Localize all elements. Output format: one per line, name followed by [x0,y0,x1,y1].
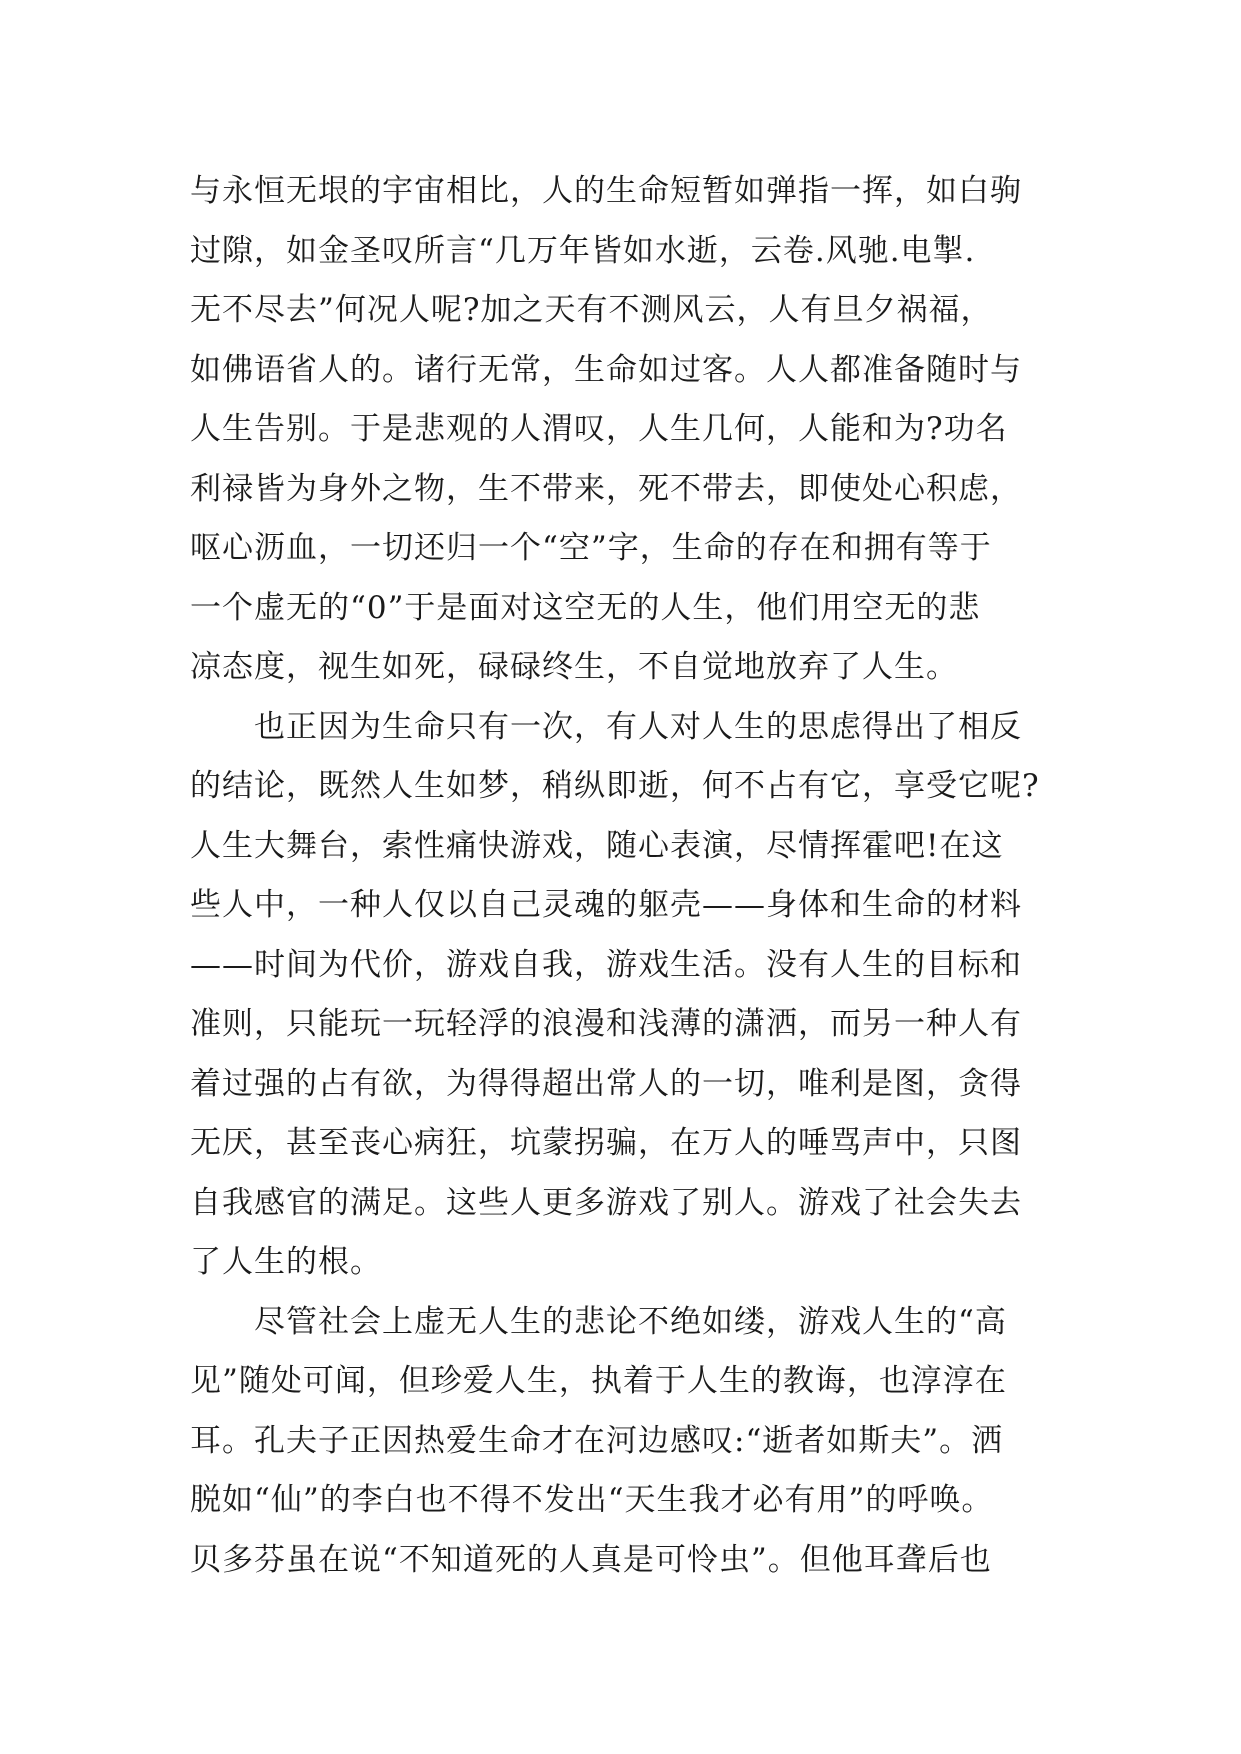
text-line: 耳。孔夫子正因热爱生命才在河边感叹:“逝者如斯夫”。洒 [190,1422,1004,1459]
text-line: 与永恒无垠的宇宙相比，人的生命短暂如弹指一挥，如白驹 [190,173,1022,209]
text-line: 人生告别。于是悲观的人渭叹，人生几何，人能和为?功名 [190,411,1008,447]
text-line: 了人生的根。 [190,1244,382,1280]
text-line: 着过强的占有欲，为得得超出常人的一切，唯利是图，贪得 [190,1065,1022,1102]
text-line: 无厌，甚至丧心病狂，坑蒙拐骗，在万人的唾骂声中，只图 [190,1125,1022,1161]
paragraph-start-line: 尽管社会上虚无人生的悲论不绝如缕，游戏人生的“高 [254,1303,1007,1340]
text-line: 一个虚无的“0”于是面对这空无的人生，他们用空无的悲 [190,589,981,626]
text-line: 脱如“仙”的李白也不得不发出“天生我才必有用”的呼唤。 [190,1482,994,1518]
text-line: 人生大舞台，索性痛快游戏，随心表演，尽情挥霍吧!在这 [190,827,1004,864]
text-line: 自我感官的满足。这些人更多游戏了别人。游戏了社会失去 [190,1184,1022,1221]
text-line: 凉态度，视生如死，碌碌终生，不自觉地放弃了人生。 [190,649,958,685]
text-line: 的结论，既然人生如梦，稍纵即逝，何不占有它，享受它呢? [190,768,1040,804]
text-line: 贝多芬虽在说“不知道死的人真是可怜虫”。但他耳聋后也 [190,1541,992,1578]
body-text [190,162,1070,1590]
text-line: 过隙，如金圣叹所言“几万年皆如水逝，云卷.风驰.电掣. [190,232,976,269]
text-line: 见”随处可闻，但珍爱人生，执着于人生的教诲，也淳淳在 [190,1363,1007,1399]
text-line: 准则，只能玩一玩轻浮的浪漫和浅薄的潇洒，而另一种人有 [190,1006,1022,1042]
text-line: ——时间为代价，游戏自我，游戏生活。没有人生的目标和 [190,946,1022,983]
paragraph-start-line: 也正因为生命只有一次，有人对人生的思虑得出了相反 [254,708,1022,745]
text-line: 无不尽去”何况人呢?加之天有不测风云，人有旦夕祸福， [190,292,993,328]
text-line: 如佛语省人的。诸行无常，生命如过客。人人都准备随时与 [190,351,1022,388]
text-line: 些人中，一种人仅以自己灵魂的躯壳——身体和生命的材料 [190,887,1022,923]
text-line: 呕心沥血，一切还归一个“空”字，生命的存在和拥有等于 [190,530,992,566]
text-line: 利禄皆为身外之物，生不带来，死不带去，即使处心积虑， [190,470,1022,507]
